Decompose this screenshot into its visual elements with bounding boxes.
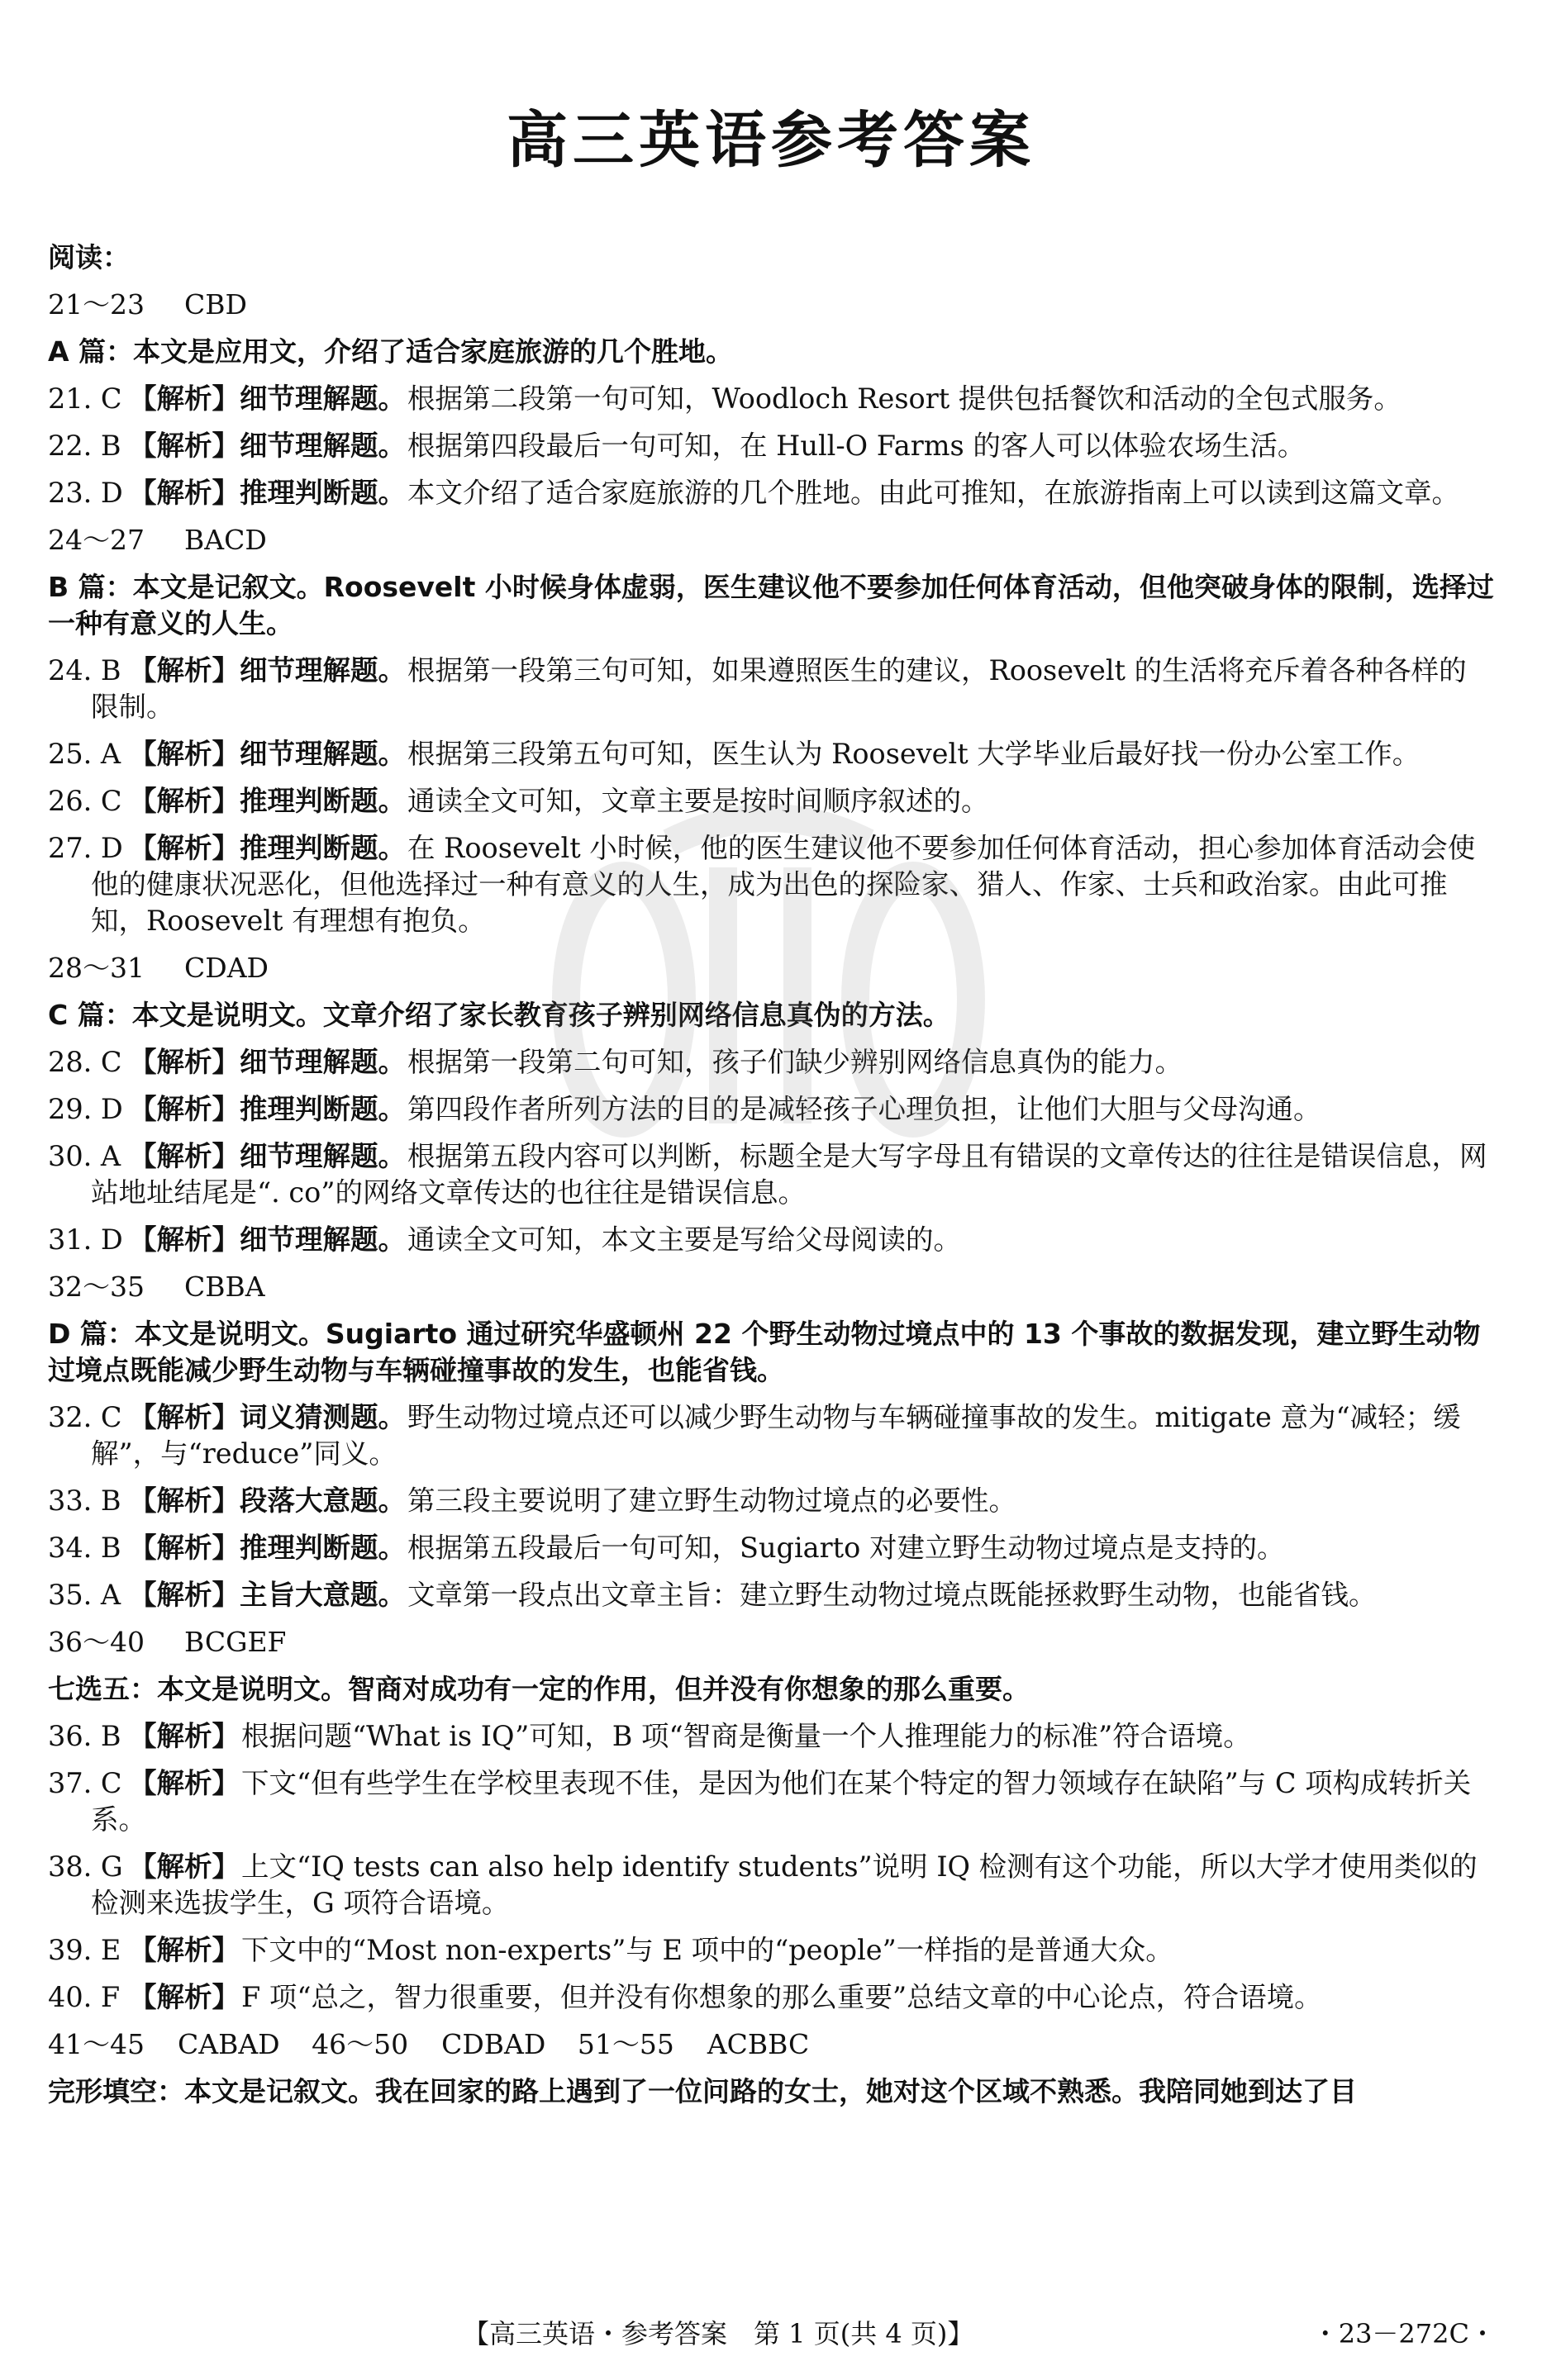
question-explanation [48, 1091, 1494, 1128]
question-explanation [48, 1718, 1494, 1755]
question-number: 23. D [48, 477, 123, 509]
analysis-tag: 【解析】推理判断题。 [129, 477, 406, 509]
analysis-tag: 【解析】推理判断题。 [129, 1093, 406, 1125]
explanation-text: 本文介绍了适合家庭旅游的几个胜地。由此可推知，在旅游指南上可以读到这篇文章。 [407, 477, 1459, 509]
question-explanation [48, 783, 1494, 819]
analysis-tag: 【解析】词义猜测题。 [129, 1401, 406, 1433]
question-explanation [48, 1044, 1494, 1081]
passages-container [48, 287, 1494, 2016]
explanation-text: F 项“总之，智力很重要，但并没有你想象的那么重要”总结文章的中心论点，符合语境。 [241, 1981, 1322, 2013]
answer-range-line [48, 1269, 1494, 1305]
analysis-tag: 【解析】主旨大意题。 [129, 1579, 406, 1611]
answer-letters: CABAD [177, 2028, 280, 2060]
question-explanation [48, 1222, 1494, 1258]
question-explanation [48, 1577, 1494, 1613]
analysis-tag: 【解析】 [129, 1767, 240, 1799]
passage-summary: D 篇：本文是说明文。Sugiarto 通过研究华盛顿州 22 个野生动物过境点中的 13 个事故的数据发现，建立野生动物过境点既能减少野生动物与车辆碰撞事故的发生，也能省钱。 [48, 1318, 1481, 1386]
answer-letters: CBBA [183, 1271, 265, 1303]
analysis-tag: 【解析】 [129, 1981, 240, 2013]
footer-code: ・23－272C・ [1311, 2318, 1496, 2349]
analysis-tag: 【解析】细节理解题。 [129, 1046, 406, 1078]
explanation-text: 根据第三段第五句可知，医生认为 Roosevelt 大学毕业后最好找一份办公室工作。 [407, 738, 1421, 770]
page-title: 高三英语参考答案 [507, 105, 1035, 176]
analysis-tag: 【解析】细节理解题。 [129, 654, 406, 686]
question-number: 24. B [48, 654, 121, 686]
explanation-text: 通读全文可知，本文主要是写给父母阅读的。 [407, 1223, 961, 1256]
explanation-text: 通读全文可知，文章主要是按时间顺序叙述的。 [407, 785, 989, 817]
question-number: 22. B [48, 430, 121, 462]
answer-range: 32～35 [48, 1271, 145, 1303]
question-number: 28. C [48, 1046, 122, 1078]
explanation-text: 根据第一段第三句可知，如果遵照医生的建议，Roosevelt 的生活将充斥着各种各样的限制。 [91, 654, 1467, 723]
answer-range: 46～50 [312, 2028, 409, 2060]
answer-letters: BCGEF [183, 1626, 287, 1658]
analysis-tag: 【解析】 [129, 1720, 240, 1752]
answer-range: 36～40 [48, 1626, 145, 1658]
passage-summary: A 篇：本文是应用文，介绍了适合家庭旅游的几个胜地。 [48, 335, 734, 368]
answer-range: 41～45 [48, 2028, 145, 2060]
analysis-tag: 【解析】细节理解题。 [129, 430, 406, 462]
passage-summary: B 篇：本文是记叙文。Roosevelt 小时候身体虚弱，医生建议他不要参加任何体育活动，但他突破身体的限制，选择过一种有意义的人生。 [48, 571, 1494, 639]
explanation-text: 上文“IQ tests can also help identify students”说明 IQ 检测有这个功能，所以大学才使用类似的检测来选拔学生，G 项符合语境。 [91, 1850, 1478, 1919]
question-number: 29. D [48, 1093, 123, 1125]
question-number: 36. B [48, 1720, 121, 1752]
analysis-tag: 【解析】推理判断题。 [129, 1532, 406, 1564]
explanation-text: 根据第四段最后一句可知，在 Hull-O Farms 的客人可以体验农场生活。 [407, 430, 1306, 462]
analysis-tag: 【解析】 [129, 1934, 240, 1966]
question-explanation [48, 1138, 1494, 1211]
question-explanation [48, 1765, 1494, 1838]
explanation-text: 根据第一段第二句可知，孩子们缺少辨别网络信息真伪的能力。 [407, 1046, 1183, 1078]
cloze-group [578, 2028, 809, 2060]
question-number: 40. F [48, 1981, 121, 2013]
question-number: 32. C [48, 1401, 122, 1433]
passage-summary: C 篇：本文是说明文。文章介绍了家长教育孩子辨别网络信息真伪的方法。 [48, 999, 950, 1031]
explanation-text: 下文“但有些学生在学校里表现不佳，是因为他们在某个特定的智力领域存在缺陷”与 C 项构成转折关系。 [91, 1767, 1472, 1836]
answer-letters: CDAD [183, 952, 269, 984]
question-explanation [48, 1399, 1494, 1472]
question-explanation [48, 1530, 1494, 1566]
question-number: 34. B [48, 1532, 121, 1564]
question-number: 33. B [48, 1485, 121, 1517]
question-explanation [48, 1932, 1494, 1969]
cloze-group [48, 2028, 288, 2060]
analysis-tag: 【解析】细节理解题。 [129, 1223, 406, 1256]
passage-summary: 七选五：本文是说明文。智商对成功有一定的作用，但并没有你想象的那么重要。 [48, 1673, 1030, 1705]
analysis-tag: 【解析】推理判断题。 [129, 832, 406, 864]
answer-range-line [48, 950, 1494, 986]
answer-letters: BACD [183, 524, 267, 556]
analysis-tag: 【解析】细节理解题。 [129, 382, 406, 415]
cloze-answers-line [48, 2026, 1494, 2063]
answer-range: 51～55 [577, 2028, 674, 2060]
explanation-text: 根据第五段内容可以判断，标题全是大写字母且有错误的文章传达的往往是错误信息，网站地址结尾是“. co”的网络文章传达的也往往是错误信息。 [91, 1140, 1487, 1209]
question-explanation [48, 1979, 1494, 2016]
explanation-text: 根据第二段第一句可知，Woodloch Resort 提供包括餐饮和活动的全包式服务。 [407, 382, 1402, 415]
question-number: 37. C [48, 1767, 122, 1799]
question-number: 35. A [48, 1579, 121, 1611]
explanation-text: 第四段作者所列方法的目的是减轻孩子心理负担，让他们大胆与父母沟通。 [407, 1093, 1321, 1125]
analysis-tag: 【解析】 [129, 1850, 240, 1883]
explanation-text: 根据第五段最后一句可知，Sugiarto 对建立野生动物过境点是支持的。 [407, 1532, 1285, 1564]
question-explanation [48, 653, 1494, 725]
answer-range-line [48, 522, 1494, 558]
cloze-group [312, 2028, 554, 2060]
question-explanation [48, 428, 1494, 464]
explanation-text: 野生动物过境点还可以减少野生动物与车辆碰撞事故的发生。mitigate 意为“减轻；缓解”，与“reduce”同义。 [91, 1401, 1461, 1470]
answer-letters: CBD [183, 288, 247, 321]
explanation-text: 文章第一段点出文章主旨：建立野生动物过境点既能拯救野生动物，也能省钱。 [407, 1579, 1377, 1611]
question-number: 38. G [48, 1850, 123, 1883]
explanation-text: 在 Roosevelt 小时候，他的医生建议他不要参加任何体育活动，担心参加体育活动会使他的健康状况恶化，但他选择过一种有意义的人生，成为出色的探险家、猎人、作家、士兵和政治家。由此可推知，Roosevelt 有理想有抱负。 [91, 832, 1476, 937]
question-number: 31. D [48, 1223, 123, 1256]
question-explanation [48, 736, 1494, 772]
question-number: 26. C [48, 785, 122, 817]
question-explanation [48, 1483, 1494, 1519]
question-number: 39. E [48, 1934, 121, 1966]
question-explanation [48, 830, 1494, 939]
reading-section-label: 阅读： [48, 241, 130, 273]
analysis-tag: 【解析】细节理解题。 [129, 1140, 406, 1172]
answer-range: 24～27 [48, 524, 145, 556]
question-number: 30. A [48, 1140, 121, 1172]
question-explanation [48, 381, 1494, 417]
answer-range: 28～31 [48, 952, 145, 984]
answer-letters: ACBBC [707, 2028, 810, 2060]
cloze-summary: 完形填空：本文是记叙文。我在回家的路上遇到了一位问路的女士，她对这个区域不熟悉。我陪同她到达了目 [48, 2075, 1357, 2107]
explanation-text: 下文中的“Most non-experts”与 E 项中的“people”一样指的是普通大众。 [241, 1934, 1173, 1966]
analysis-tag: 【解析】细节理解题。 [129, 738, 406, 770]
question-explanation [48, 475, 1494, 511]
question-number: 25. A [48, 738, 121, 770]
analysis-tag: 【解析】段落大意题。 [129, 1485, 406, 1517]
question-explanation [48, 1849, 1494, 1922]
answer-range-line [48, 1624, 1494, 1660]
footer-page-info: 【高三英语・参考答案 第 1 页(共 4 页)】 [463, 2318, 974, 2349]
explanation-text: 第三段主要说明了建立野生动物过境点的必要性。 [407, 1485, 1016, 1517]
answer-range: 21～23 [48, 288, 145, 321]
answer-letters: CDBAD [441, 2028, 546, 2060]
answer-range-line [48, 287, 1494, 323]
question-number: 21. C [48, 382, 122, 415]
analysis-tag: 【解析】推理判断题。 [129, 785, 406, 817]
explanation-text: 根据问题“What is IQ”可知，B 项“智商是衡量一个人推理能力的标准”符合语境。 [241, 1720, 1251, 1752]
question-number: 27. D [48, 832, 123, 864]
